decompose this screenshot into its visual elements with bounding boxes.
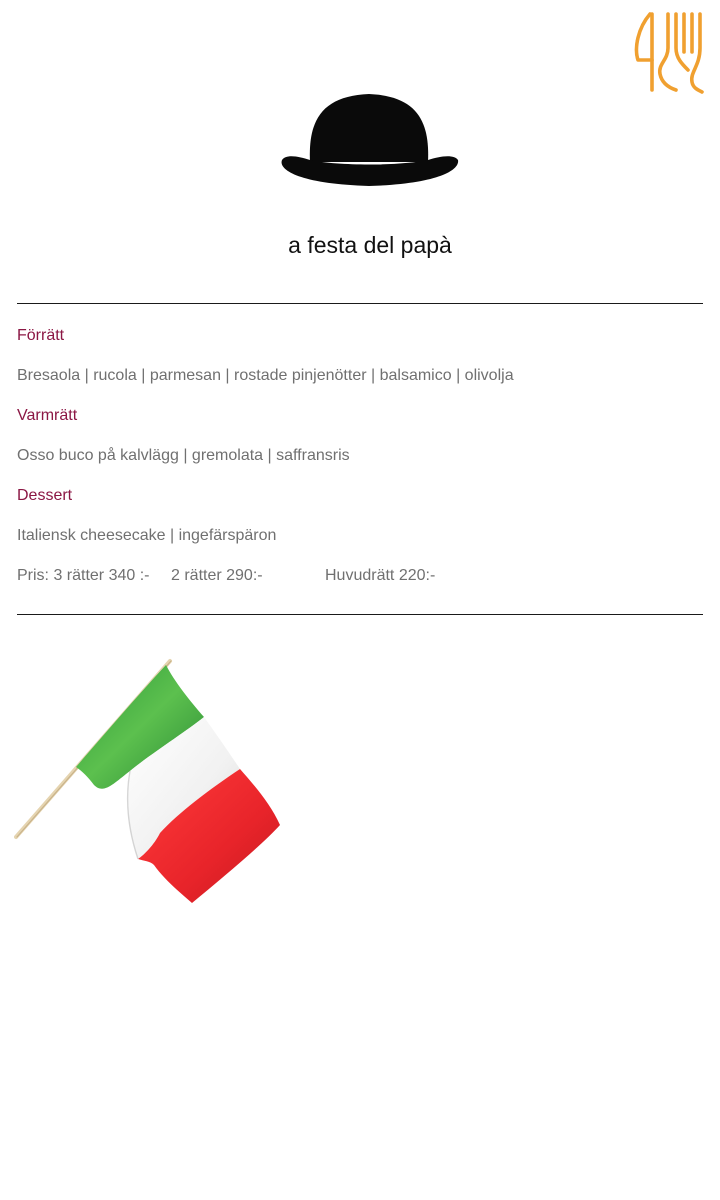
- menu-section: [17, 322, 703, 590]
- course-items: Italiensk cheesecake | ingefärspäron: [17, 527, 277, 544]
- price-line: [17, 562, 703, 590]
- course-starter: [17, 322, 703, 402]
- course-heading: Varmrätt: [17, 407, 78, 424]
- italian-flag-icon: [14, 655, 286, 910]
- price-three-courses: Pris: 3 rätter 340 :-: [17, 567, 150, 584]
- course-heading: Förrätt: [17, 327, 65, 344]
- course-items: Osso buco på kalvlägg | gremolata | saffransris: [17, 447, 350, 464]
- page-title: a festa del papà: [288, 232, 452, 258]
- price-two-courses: 2 rätter 290:-: [171, 567, 263, 584]
- course-main: [17, 402, 703, 482]
- divider-top: [17, 303, 703, 304]
- divider-bottom: [17, 614, 703, 615]
- course-heading: Dessert: [17, 487, 73, 504]
- course-items: Bresaola | rucola | parmesan | rostade pinjenötter | balsamico | olivolja: [17, 367, 514, 384]
- bowler-hat-icon: [278, 90, 460, 190]
- course-dessert: [17, 482, 703, 562]
- price-main-course: Huvudrätt 220:-: [325, 567, 436, 584]
- fork-knife-logo-icon: [630, 8, 708, 96]
